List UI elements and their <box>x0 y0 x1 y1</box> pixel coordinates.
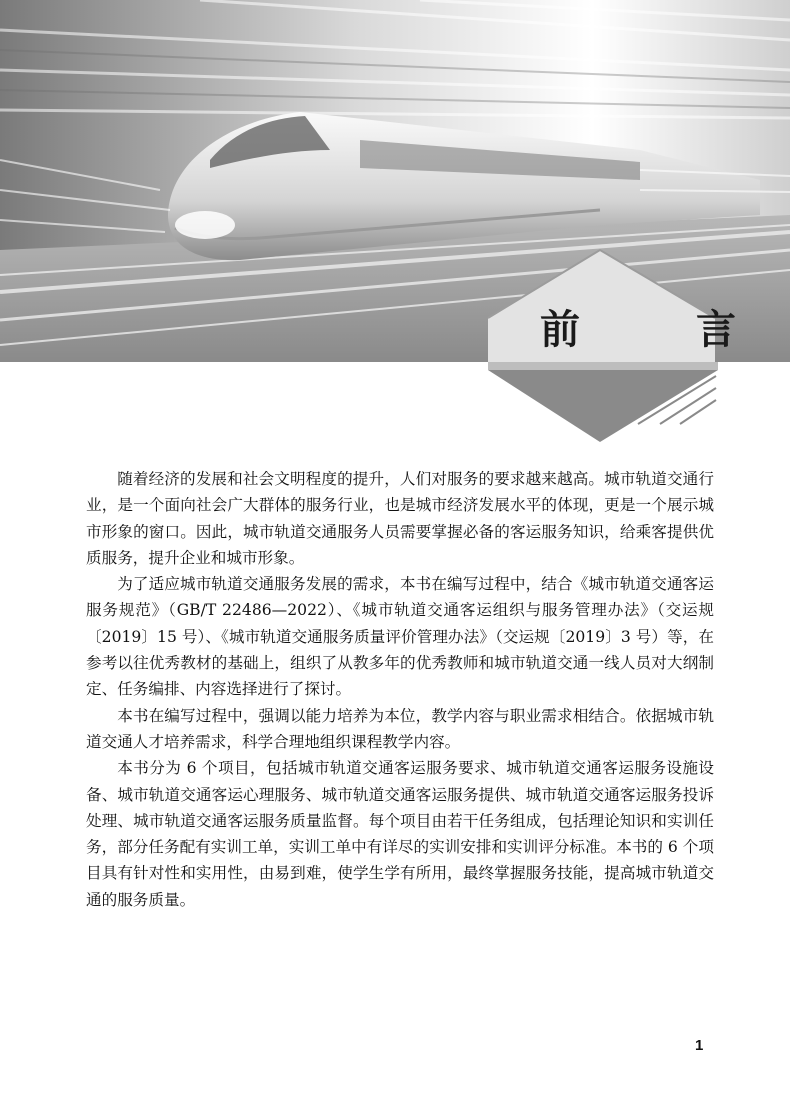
chevron-decoration-icon <box>488 362 718 444</box>
paragraph: 随着经济的发展和社会文明程度的提升，人们对服务的要求越来越高。城市轨道交通行业，是一个面向社会广大群体的服务行业，也是城市经济发展水平的体现，更是一个展示城市形象的窗口。因此，城市轨道交通服务人员需要掌握必备的客运服务知识，给乘客提供优质服务，提升企业和城市形象。 <box>86 470 714 567</box>
paragraph: 本书分为 6 个项目，包括城市轨道交通客运服务要求、城市轨道交通客运服务设施设备、城市轨道交通客运心理服务、城市轨道交通客运服务提供、城市轨道交通客运服务投诉处理、城市轨道交通客运服务质量监督。每个项目由若干任务组成，包括理论知识和实训任务，部分任务配有实训工单，实训工单中有详尽的实训安排和实训评分标准。本书的 6 个项目具有针对性和实用性，由易到难，使学生学有所用，最终掌握服务技能，提高城市轨道交通的服务质量。 <box>86 759 714 909</box>
page-title: 前 言 <box>540 307 774 353</box>
paragraph: 本书在编写过程中，强调以能力培养为本位，教学内容与职业需求相结合。依据城市轨道交通人才培养需求，科学合理地组织课程教学内容。 <box>86 706 714 751</box>
paragraph: 为了适应城市轨道交通服务发展的需求，本书在编写过程中，结合《城市轨道交通客运服务规范》（GB/T 22486—2022）、《城市轨道交通客运组织与服务管理办法》（交运规〔2019〕15 号）、《城市轨道交通服务质量评价管理办法》（交运规〔2019〕3 号）等，在参考以往优秀教材的基础上，组织了从教多年的优秀教师和城市轨道交通一线人员对大纲制定、任务编排、内容选择进行了探讨。 <box>86 575 714 699</box>
preface-body <box>86 466 714 913</box>
page-number: 1 <box>695 1037 704 1054</box>
